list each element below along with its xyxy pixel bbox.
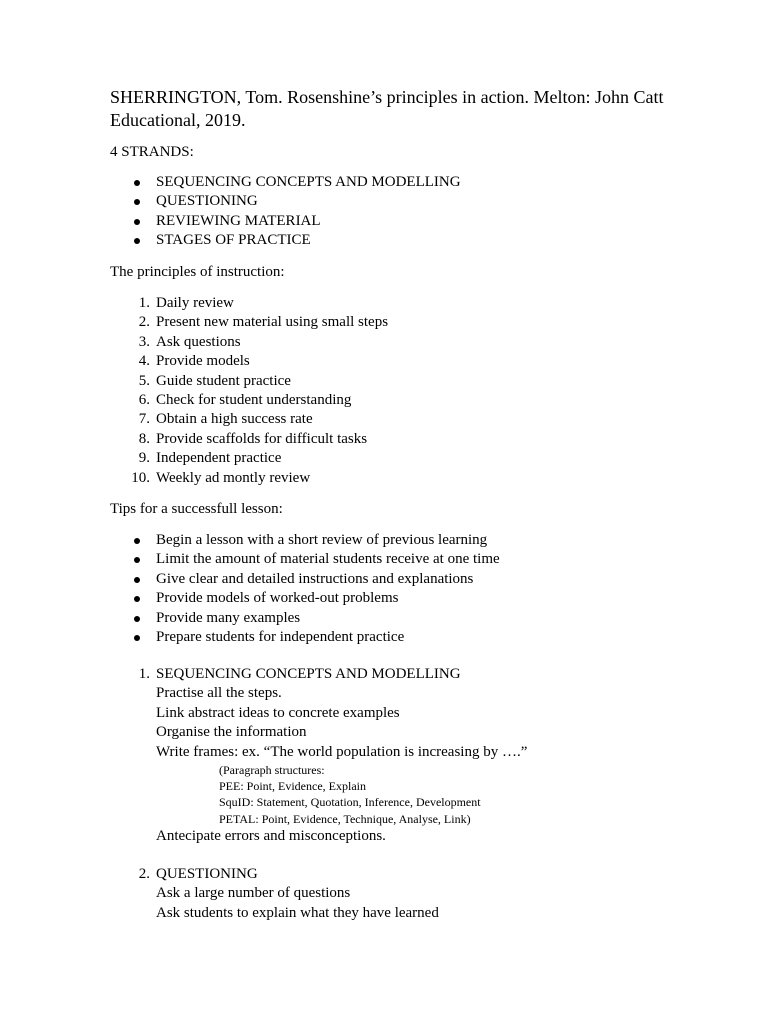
section-line: Ask a large number of questions [156,885,351,902]
principle-text: Guide student practice [156,372,291,389]
principle-number: 7. [138,411,150,428]
note-line: PETAL: Point, Evidence, Technique, Analyse, Link) [219,811,471,826]
principle-number: 6. [138,391,150,408]
principle-item [110,391,388,410]
principle-number: 4. [138,353,150,370]
principle-text: Obtain a high success rate [156,411,313,428]
section-heading [110,665,527,684]
section-sequencing [110,665,527,846]
section-line: Practise all the steps. [156,685,282,702]
section-line: Write frames: ex. “The world population is increasing by ….” [156,743,528,760]
principle-text: Independent practice [156,450,282,467]
principle-number: 2. [138,314,150,331]
section-heading [110,865,439,884]
principles-list [110,294,388,488]
tip-item: Give clear and detailed instructions and explanations [110,570,500,589]
principle-text: Provide scaffolds for difficult tasks [156,430,368,447]
strand-item: STAGES OF PRACTICE [110,231,461,250]
section-questioning [110,865,439,923]
principle-item [110,313,388,332]
principle-text: Provide models [156,353,250,370]
tip-item: Begin a lesson with a short review of previous learning [110,531,500,550]
section-line: Organise the information [156,724,307,741]
principle-text: Check for student understanding [156,391,352,408]
principle-text: Weekly ad montly review [156,469,311,486]
principle-item [110,333,388,352]
tip-item: Provide many examples [110,609,500,628]
principle-item [110,410,388,429]
section-line: Link abstract ideas to concrete examples [156,704,400,721]
strand-item: QUESTIONING [110,192,461,211]
note-line: PEE: Point, Evidence, Explain [219,779,366,794]
principle-text: Present new material using small steps [156,314,389,331]
tip-item: Limit the amount of material students receive at one time [110,550,500,569]
section-number: 1. [138,666,150,682]
principle-item [110,430,388,449]
citation: SHERRINGTON, Tom. Rosenshine’s principles in action. Melton: John Catt Educational, 2019. [110,87,664,130]
principle-item [110,352,388,371]
principle-number: 9. [138,450,150,467]
section-number: 2. [138,866,150,882]
section-title: SEQUENCING CONCEPTS AND MODELLING [156,666,461,682]
principle-number: 3. [138,333,150,350]
principle-number: 5. [138,372,150,389]
note-line: (Paragraph structures: [219,762,325,777]
principle-item [110,469,388,488]
tip-item: Prepare students for independent practice [110,628,500,647]
section-closing: Antecipate errors and misconceptions. [156,827,386,844]
principle-item [110,449,388,468]
tip-item: Provide models of worked-out problems [110,589,500,608]
tips-heading: Tips for a successfull lesson: [110,501,283,517]
section-line: Ask students to explain what they have learned [156,904,439,921]
principle-number: 8. [138,430,150,447]
note-line: SquID: Statement, Quotation, Inference, Development [219,795,481,810]
principle-number: 1. [138,295,150,311]
principle-item [110,294,388,313]
strands-list [110,173,461,251]
tips-list [110,531,500,647]
principle-number: 10. [131,469,150,486]
strand-item: REVIEWING MATERIAL [110,212,461,231]
strands-heading: 4 STRANDS: [110,144,194,160]
principle-text: Ask questions [156,333,241,350]
principle-text: Daily review [156,295,234,311]
principles-heading: The principles of instruction: [110,264,285,280]
section-title: QUESTIONING [156,866,258,882]
strand-item: SEQUENCING CONCEPTS AND MODELLING [110,173,461,192]
principle-item [110,372,388,391]
